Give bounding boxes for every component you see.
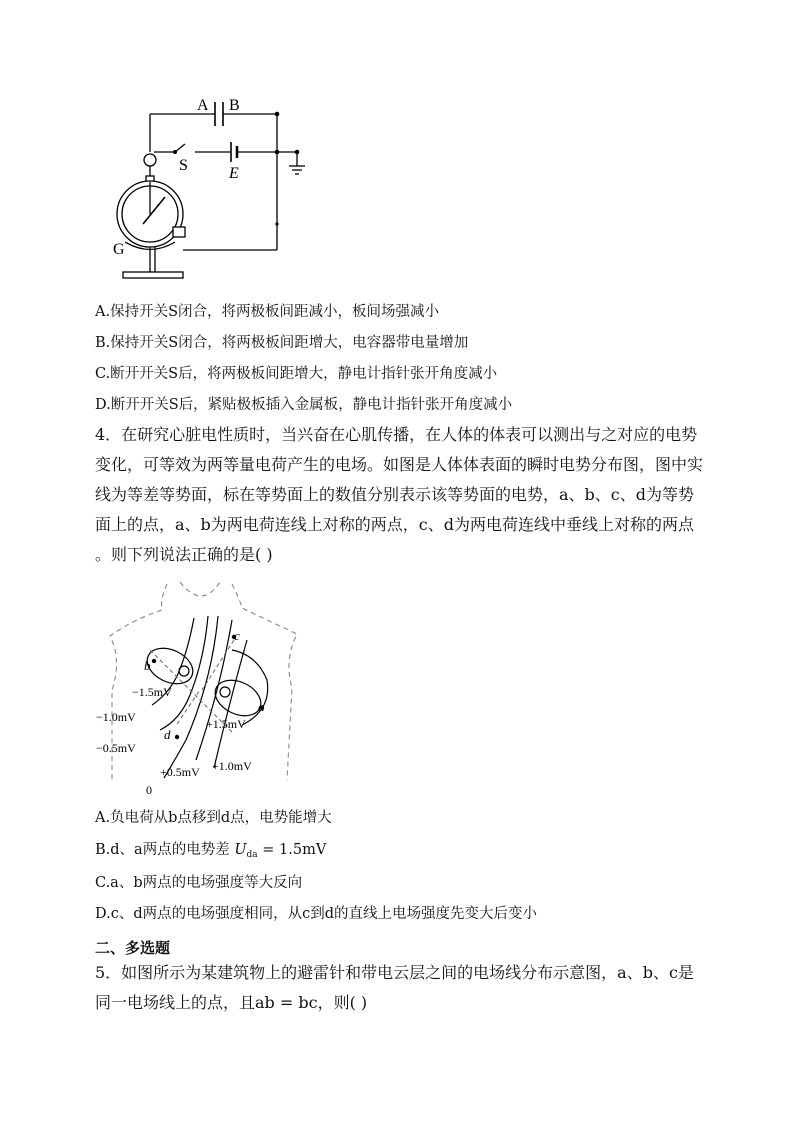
q4-line-2: 变化，可等效为两等量电荷产生的电场。如图是人体体表面的瞬时电势分布图，图中实 (95, 455, 704, 474)
q4-option-d: D.c、d两点的电场强度相同，从c到d的直线上电场强度先变大后变小 (95, 906, 538, 922)
formula-u: U (234, 842, 247, 858)
label-g: G (113, 241, 125, 258)
label-a: A (197, 97, 209, 114)
q3-option-a: A.保持开关S闭合，将两极板间距减小，板间场强减小 (95, 304, 440, 320)
q4-line-5: 。则下列说法正确的是( ) (95, 545, 273, 564)
label-neg10: −1.0mV (96, 710, 136, 724)
equipotential-diagram (92, 580, 307, 802)
q4-line-1: 4．在研究心脏电性质时，当兴奋在心肌传播，在人体的体表可以测出与之对应的电势 (95, 425, 698, 444)
label-pos10: +1.0mV (212, 759, 252, 773)
label-pos05: +0.5mV (160, 765, 200, 779)
circuit-diagram (105, 92, 315, 292)
q4-stem (95, 420, 705, 570)
point-c: c (234, 628, 240, 643)
section-title: 二、多选题 (95, 939, 171, 957)
label-zero: 0 (146, 783, 152, 797)
circuit-figure (105, 92, 315, 292)
label-pos15: +1.5mV (206, 717, 246, 731)
label-b: B (229, 97, 240, 114)
q4-option-a: A.负电荷从b点移到d点，电势能增大 (95, 810, 332, 826)
q4-option-b (95, 840, 326, 865)
formula-value: = 1.5mV (257, 842, 327, 858)
q3-option-d: D.断开开关S后，紧贴极板插入金属板，静电计指针张开角度减小 (95, 397, 513, 413)
point-b: b (144, 658, 151, 673)
label-neg15: −1.5mV (132, 685, 172, 699)
point-a: a (258, 699, 265, 714)
q4-line-3: 线为等差等势面，标在等势面上的数值分别表示该等势面的电势，a、b、c、d为等势 (95, 485, 694, 504)
q5-stem (95, 958, 705, 1018)
label-neg05: −0.5mV (96, 741, 136, 755)
q4-option-c: C.a、b两点的电场强度等大反向 (95, 875, 303, 891)
label-e: E (229, 165, 239, 182)
q3-option-c: C.断开开关S后，将两极板间距增大，静电计指针张开角度减小 (95, 366, 498, 382)
label-s: S (179, 157, 188, 174)
body-potential-figure (92, 580, 307, 802)
point-d: d (164, 727, 171, 742)
q4-line-4: 面上的点，a、b为两电荷连线上对称的两点，c、d为两电荷连线中垂线上对称的两点 (95, 515, 694, 534)
q4-option-b-text: B.d、a两点的电势差 (95, 842, 230, 858)
q3-option-b: B.保持开关S闭合，将两极板间距增大，电容器带电量增加 (95, 335, 469, 351)
q5-line-1: 5．如图所示为某建筑物上的避雷针和带电云层之间的电场线分布示意图，a、b、c是 (95, 963, 694, 982)
formula-sub: da (246, 850, 258, 860)
q5-line-2: 同一电场线上的点，且ab = bc，则( ) (95, 993, 368, 1012)
